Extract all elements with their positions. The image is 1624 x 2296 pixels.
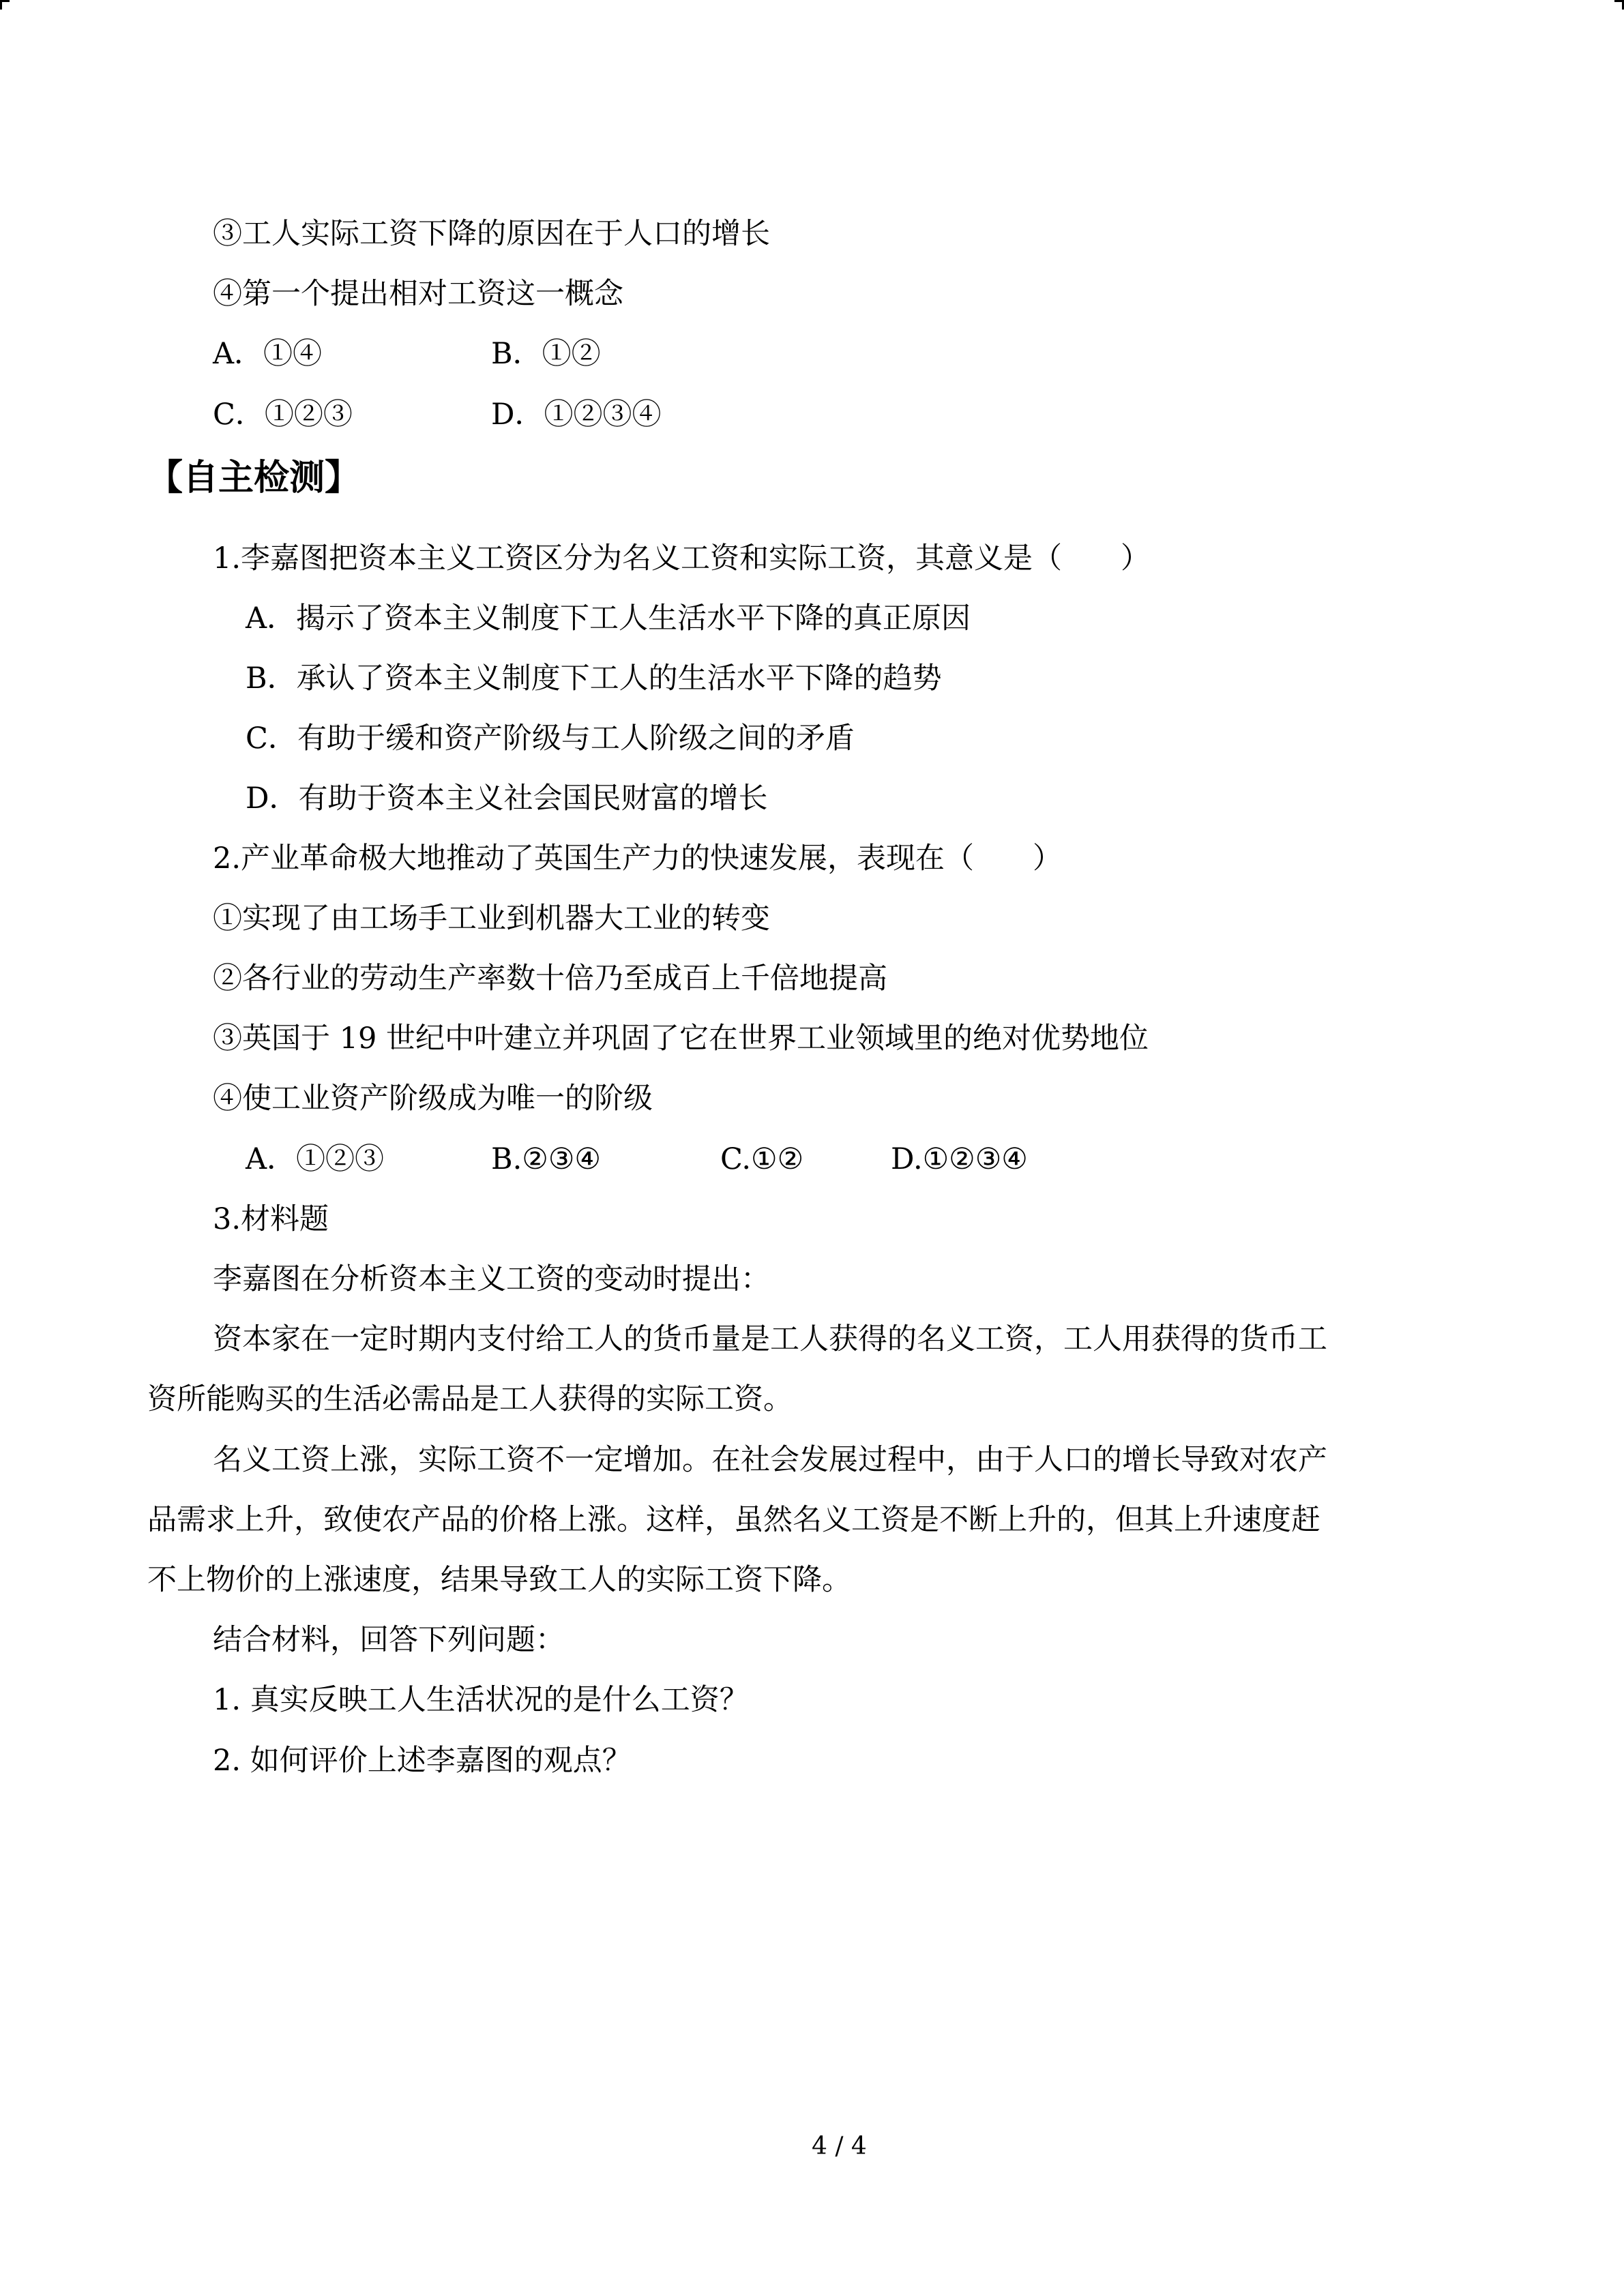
q1-stem: 1.李嘉图把资本主义工资区分为名义工资和实际工资，其意义是（ ）	[213, 541, 1151, 576]
q3-question-2: 2. 如何评价上述李嘉图的观点？	[213, 1744, 632, 1778]
q3-para2-line1: 名义工资上涨，实际工资不一定增加。在社会发展过程中，由于人口的增长导致对农产	[213, 1443, 1327, 1477]
q3-para1-line1: 资本家在一定时期内支付给工人的货币量是工人获得的名义工资，工人用获得的货币工	[213, 1322, 1327, 1356]
option-d: D．①②③④	[491, 398, 662, 432]
option-a: A．①④	[213, 337, 323, 371]
q1-option-b: B．承认了资本主义制度下工人的生活水平下降的趋势	[246, 661, 942, 696]
q2-item-1: ①实现了由工场手工业到机器大工业的转变	[213, 901, 770, 936]
q2-item-2: ②各行业的劳动生产率数十倍乃至成百上千倍地提高	[213, 961, 887, 996]
item-4: ④第一个提出相对工资这一概念	[213, 277, 623, 311]
q3-title: 3.材料题	[213, 1202, 329, 1236]
q3-para1-line2: 资所能购买的生活必需品是工人获得的实际工资。	[147, 1382, 793, 1416]
q3-para2-line2: 品需求上升，致使农产品的价格上涨。这样，虽然名义工资是不断上升的，但其上升速度赶	[147, 1503, 1320, 1537]
option-b: B．①②	[491, 337, 601, 371]
page-number: 4 / 4	[812, 2132, 867, 2160]
q3-intro: 李嘉图在分析资本主义工资的变动时提出：	[213, 1262, 770, 1296]
q1-option-a: A．揭示了资本主义制度下工人生活水平下降的真正原因	[246, 601, 971, 636]
q1-option-d: D．有助于资本主义社会国民财富的增长	[246, 781, 768, 816]
q2-item-4: ④使工业资产阶级成为唯一的阶级	[213, 1082, 653, 1116]
corner-mark-top-left-v	[0, 0, 2, 10]
q2-stem: 2.产业革命极大地推动了英国生产力的快速发展，表现在（ ）	[213, 841, 1063, 876]
q2-option-a: A．①②③	[246, 1142, 385, 1176]
q2-option-c: C.①②	[720, 1142, 804, 1176]
q2-option-b: B.②③④	[491, 1142, 601, 1176]
q3-prompt: 结合材料，回答下列问题：	[213, 1623, 565, 1657]
q1-option-c: C．有助于缓和资产阶级与工人阶级之间的矛盾	[246, 721, 855, 756]
q3-question-1: 1. 真实反映工人生活状况的是什么工资？	[213, 1683, 749, 1717]
section-heading: 【自主检测】	[147, 458, 361, 498]
item-3: ③工人实际工资下降的原因在于人口的增长	[213, 217, 770, 251]
q2-option-d: D.①②③④	[891, 1142, 1028, 1176]
option-c: C．①②③	[213, 398, 353, 432]
q2-item-3: ③英国于 19 世纪中叶建立并巩固了它在世界工业领域里的绝对优势地位	[213, 1022, 1149, 1056]
q3-para2-line3: 不上物价的上涨速度，结果导致工人的实际工资下降。	[147, 1563, 851, 1597]
